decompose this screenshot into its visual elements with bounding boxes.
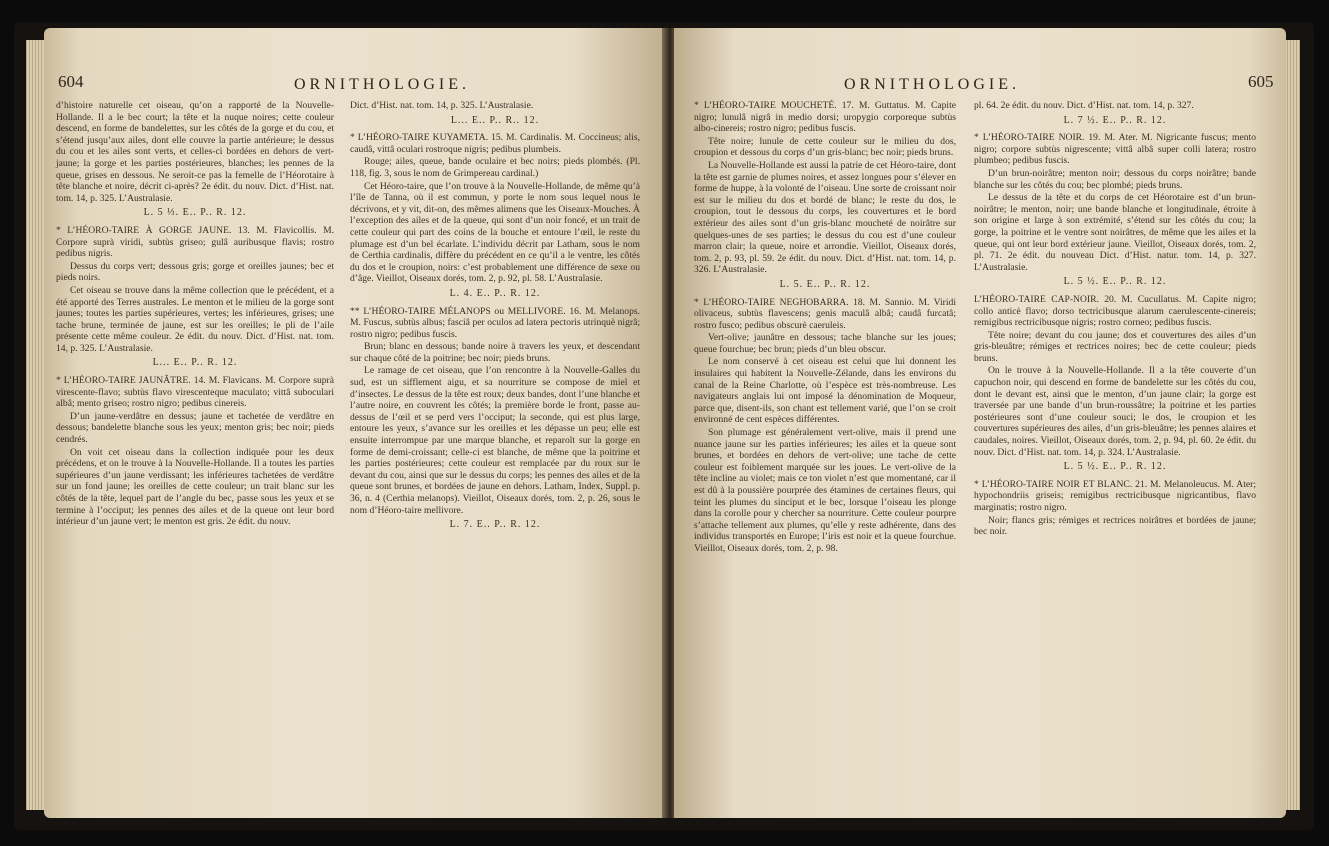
measurement-line: L. 4. E.. P.. R. 12. — [449, 287, 541, 299]
paragraph: D’un brun-noirâtre; menton noir; dessous du corps noirâtre; bande blanche sur les côtés du cou; bec plombé; pieds bruns. — [974, 167, 1256, 191]
paragraph: Cet Héoro-taire, que l’on trouve à la Nouvelle-Hollande, de même qu’à l’île de Tanna, où il est commun, y porte le nom sous lequel nous le décrivons, et y vit, dit-on, des mêmes alimens que les Oiseaux-Mouches. À l’exception des ailes et de la queue, qui sont d’un noir foncé, et un trait de cette couleur qui part des coins de la bouche et entoure l’œil, le reste du plumage est d’un bel écarlate. L’individu décrit par Latham, sous le nom de Certhia cardinalis, diffère du précédent en ce qu’il a le ventre, les côtés du dos et le croupion, noirs: c’est probablement une différence de sexe ou d’âge. Vieillot, Oiseaux dorés, tom. 2, p. 92, pl. 58. L’Australasie. — [350, 180, 640, 285]
paragraph: Dessus du corps vert; dessous gris; gorge et oreilles jaunes; bec et pieds noirs. — [56, 260, 334, 284]
measurement-line: L. 5 ½. E.. P.. R. 12. — [1063, 461, 1167, 473]
paragraph: Rouge; ailes, queue, bande oculaire et bec noirs; pieds plombés. (Pl. 118, fig. 3, sous le nom de Grimpereau cardinal.) — [350, 156, 640, 179]
left-page — [44, 28, 666, 818]
paragraph: On le trouve à la Nouvelle-Hollande. Il a la tête couverte d’un capuchon noir, qui descend en forme de bandelette sur les côtés du cou, dont le devant est, ainsi que le menton, d’un jaune clair; la gorge est traversée par une bande d’un brun-roussâtre; la poitrine et les parties postérieures sont d’une couleur souci; le dos, le croupion et les couvertures supérieures des ailes, d’un gris-bleuâtre; les pennes alaires et caudales, noires. Vieillot, Oiseaux dorés, tom. 2, p. 94, pl. 60. 2e édit. du nouv. Dict. d’Hist. nat. tom. 14, p. 324. L’Australasie. — [974, 365, 1256, 458]
species-entry-heading: * L’HÉORO-TAIRE NEGHOBARRA. 18. M. Sannio. M. Viridi olivaceus, subtùs flavescens; genis maculâ albâ; caudâ furcatâ; rostro fusco; pedibus obscurè caeruleis. — [694, 296, 956, 331]
species-entry-heading: * L’HÉORO-TAIRE À GORGE JAUNE. 13. M. Flavicollis. M. Corpore suprà viridi, subtùs griseo; gulâ auribusque flavis; rostro pedibus nigris. — [56, 224, 334, 260]
page-number: 604 — [58, 72, 84, 91]
paragraph: On voit cet oiseau dans la collection indiquée pour les deux précédens, et on le trouve à la Nouvelle-Hollande. Il a toutes les parties supérieures d’un jaune verdissant; les inférieures tachetées de verdâtre sur un fond jaune; les oreilles de cette couleur; un trait blanc sur les côtés de la tête, lequel part de l’angle du bec, passe sous les yeux et se termine à l’occiput; les pennes des ailes et de la queue ont leur bord intérieur d’un jaune vert; le menton est gris. 2e édit. du nouv. — [56, 446, 334, 528]
species-entry-heading: * L’HÉORO-TAIRE NOIR. 19. M. Ater. M. Nigricante fuscus; mento nigro; corpore subtùs nigrescente; vittâ albâ super colli latera; rostro plumbeo; pedibus fuscis. — [974, 132, 1256, 167]
paragraph: pl. 64. 2e édit. du nouv. Dict. d’Hist. nat. tom. 14, p. 327. — [974, 100, 1194, 111]
paragraph: Brun; blanc en dessous; bande noire à travers les yeux, et descendant sur chaque côté de la poitrine; bec noir; pieds bruns. — [350, 341, 640, 364]
species-entry-heading: * L’HÉORO-TAIRE JAUNÂTRE. 14. M. Flavicans. M. Corpore suprà virescente-flavo; subtùs flavo virescenteque maculato; vittâ suboculari albâ; mento griseo; rostro nigro; pedibus cinereis. — [56, 375, 334, 410]
paragraph: La Nouvelle-Hollande est aussi la patrie de cet Héoro-taire, dont la tête est garnie de plumes noires, et assez longues pour s’élever en forme de huppe, à la volonté de l’oiseau. Une sorte de croissant noir est sur le milieu du dos et bordé de blanc; le reste du dos, le croupion, tout le dessous du corps, les couvertures et le bord extérieur des ailes sont d’un gris-blanc moucheté de noirâtre sur quelques-unes de ses parties; le dessus du cou est d’une couleur marron clair; la queue, noire et arrondie. Vieillot, Oiseaux dorés, tom. 2, p. 93, pl. 59. 2e édit. du nouv. Dict. d’Hist. nat. tom. 14, p. 326. L’Australasie. — [694, 159, 956, 276]
paragraph: Son plumage est généralement vert-olive, mais il prend une nuance jaune sur les parties inférieures; les ailes et la queue sont brunes, et bordées en dehors de vert-olive; une tache de cette couleur est foiblement marquée sur les joues. Le vert-olive de la tête incline au violet; mais ce ton violet n’est que momentané, car il est dû à la poussière pourprée des étamines de certaines fleurs, qui teint les plumes du sinciput et le bec, lorsque l’oiseau les plonge dans la corolle pour y chercher sa nourriture. Cette couleur pourpre s’attache tellement aux plumes, qu’elle y reste adhérente, dans des individus transportés en Europe; l’iris est noir et la queue fourchue. Vieillot, Oiseaux dorés, tom. 2, p. 98. — [694, 427, 956, 554]
paragraph: Dict. d’Hist. nat. tom. 14, p. 325. L’Australasie. — [350, 100, 534, 111]
measurement-line: L... E.. P.. R.. 12. — [450, 114, 540, 126]
measurement-line: L. 7. E.. P.. R. 12. — [449, 519, 541, 531]
page-number: 605 — [1248, 72, 1274, 91]
measurement-line: L. 5 ½. E.. P.. R. 12. — [1063, 276, 1167, 288]
paragraph: Tête noire; devant du cou jaune; dos et couvertures des ailes d’un gris-bleuâtre; rémiges et rectrices noires; bec de cette couleur; pieds bruns. — [974, 329, 1256, 364]
paragraph: D’un jaune-verdâtre en dessus; jaune et tachetée de verdâtre en dessous; bandelette blanche sous les yeux; menton gris; bec noir; pieds cendrés. — [56, 410, 334, 446]
species-entry-heading: * L’HÉORO-TAIRE MOUCHETÉ. 17. M. Guttatus. M. Capite nigro; lunulâ nigrâ in medio dorsi; uropygio corporeque subtùs albo-cinereis; rostro nigro; pedibus fuscis. — [694, 100, 956, 135]
running-head: ORNITHOLOGIE. — [294, 76, 470, 93]
text-column-right — [350, 100, 640, 537]
measurement-line: L. 5. E.. P.. R. 12. — [779, 278, 871, 290]
species-entry-heading: * L’HÉORO-TAIRE KUYAMETA. 15. M. Cardinalis. M. Coccineus; alis, caudâ, vittâ oculari rostroque nigris; pedibus plumbeis. — [350, 132, 640, 155]
paragraph: Le nom conservé à cet oiseau est celui que lui donnent les insulaires qui habitent la Nouvelle-Zélande, dans les environs du canal de la Reine Charlotte, où l’espèce est très-nombreuse. Les navigateurs anglais lui ont imposé la dénomination de Moqueur, parce que, disent-ils, son chant est tellement varié, que l’on se croit environné de cent espèces différentes. — [694, 356, 956, 426]
paragraph: Le dessus de la tête et du corps de cet Héorotaire est d’un brun-noirâtre; le menton, noir; une bande blanche et longitudinale, étroite à son origine et large à son extrémité, s’étend sur les côtés du cou; la gorge, la poitrine et le ventre sont noirâtres, de même que les ailes et la queue, qui ont leur bord extérieur jaune. Vieillot, Oiseaux dorés, tom. 2, pl. 71. 2e édit. du nouveau Dict. d’Hist. natur. tom. 14, p. 327. L’Australasie. — [974, 192, 1256, 273]
paragraph: Cet oiseau se trouve dans la même collection que le précédent, et a été apporté des Terres australes. Le menton et le milieu de la gorge sont jaunes; toutes les parties supérieures, vertes; les inférieures, grises; une tache brune, terminée de jaune, est sur les oreilles; le pli de l’aile présente cette même couleur. 2e édit. du nouv. Dict. d’Hist. nat. tom. 14, p. 325. L’Australasie. — [56, 284, 334, 354]
page-edges-right — [1284, 40, 1300, 810]
text-column-left — [694, 100, 956, 556]
running-head: ORNITHOLOGIE. — [844, 76, 1020, 93]
paragraph: Noir; flancs gris; rémiges et rectrices noirâtres et bordées de jaune; bec noir. — [974, 514, 1256, 538]
species-entry-heading: * L’HÉORO-TAIRE NOIR ET BLANC. 21. M. Melanoleucus. M. Ater; hypochondriis griseis; remigibus rectricibusque nigricantibus, flavo marginatis; rostro nigro. — [974, 478, 1256, 513]
text-column-left — [56, 100, 334, 529]
measurement-line: L. 5 ⅓. E.. P.. R. 12. — [143, 207, 247, 219]
paragraph: Le ramage de cet oiseau, que l’on rencontre à la Nouvelle-Galles du sud, est un sifflement aigu, et sa nourriture se compose de miel et d’insectes. Le dessus de la tête est roux; deux bandes, dont l’une blanche et l’autre noire, en couvrent les côtés; la première borde le front, passe au-dessus de l’œil et se perd vers l’occiput; la seconde, qui est plus large, entoure les yeux, s’avance sur les oreilles et les dépasse un peu; elle est ensuite interrompue par une marque blanche, et reparoît sur la gorge en forme de demi-croissant; celle-ci est blanche, de même que la poitrine et les parties postérieures; cette couleur est remplacée par du roux sur le devant du cou, ainsi que sur le dessus du corps; les pennes des ailes et de la queue sont brunes, et bordées de jaune en dehors. Latham, Index, Suppl. p. 36, n. 4 (Certhia melanops). Vieillot, Oiseaux dorés, tom. 2, p. 26, sous le nom d’Héoro-taire mellivore. — [350, 365, 640, 516]
measurement-line: L... E.. P.. R. 12. — [152, 357, 238, 369]
paragraph: d’histoire naturelle cet oiseau, qu’on a rapporté de la Nouvelle-Hollande. Il a le bec court; la tête et la nuque noires; cette couleur descend, en forme de bandelettes, sur les côtés de la gorge et du cou, et s’étend jusqu’aux ailes, dont elle couvre la partie antérieure; le dessus du cou et les ailes sont verts, et celles-ci bordées en dehors de vert-jaune; la gorge et les parties postérieures, blanches; les pennes de la queue, grises en dessous. Ne seroit-ce pas la femelle de l’Héorotaire à tête blanche et noire, décrit ci-après? 2e édit. du nouv. Dict. d’Hist. nat. tom. 14, p. 325. L’Australasie. — [56, 100, 334, 204]
page-edges-left — [26, 40, 46, 810]
species-entry-heading: ** L’HÉORO-TAIRE MÉLANOPS ou MELLIVORE. 16. M. Melanops. M. Fuscus, subtùs albus; fasciâ per oculos ad latera pectoris utrinquè nigrâ; rostro nigro; pedibus fuscis. — [350, 305, 640, 340]
right-page — [674, 28, 1286, 818]
paragraph: Tête noire; lunule de cette couleur sur le milieu du dos, croupion et dessous du corps d’un gris-blanc; bec noir; pieds bruns. — [694, 135, 956, 159]
measurement-line: L. 7 ½. E.. P.. R. 12. — [1063, 114, 1167, 126]
species-entry-heading: L’HÉORO-TAIRE CAP-NOIR. 20. M. Cucullatus. M. Capite nigro; collo anticè flavo; dorso tectricibusque alarum caerulescente-cinereis; remigibus rectricibusque nigris; rostro corneo; pedibus fuscis. — [974, 293, 1256, 329]
text-column-right — [974, 100, 1256, 539]
paragraph: Vert-olive; jaunâtre en dessous; tache blanche sur les joues; queue fourchue; bec brun; pieds d’un bleu obscur. — [694, 332, 956, 355]
